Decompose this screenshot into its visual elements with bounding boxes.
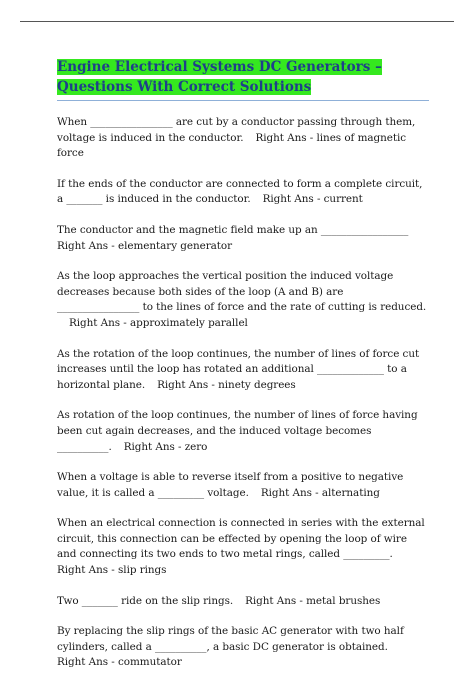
- answer-text: Right Ans - ninety degrees: [157, 378, 296, 391]
- question-text: As rotation of the loop continues, the number of lines of force having been cut again decreases, and the induced voltage becomes __________.: [57, 409, 418, 453]
- title-underline: [57, 100, 429, 101]
- question-text: By replacing the slip rings of the basic AC generator with two half cylinders, called a __________, a basic DC generator is obtained.: [57, 625, 404, 653]
- question-item: [57, 347, 427, 394]
- answer-text: Right Ans - metal brushes: [245, 594, 381, 607]
- question-text: When ________________ are cut by a conductor passing through them, voltage is induced in the conductor.: [57, 116, 416, 144]
- question-text: When an electrical connection is connected in series with the external circuit, this connection can be effected by opening the loop of wire and connecting its two ends to two metal rings, called _________.: [57, 517, 425, 561]
- question-item: [57, 470, 427, 501]
- question-text: As the loop approaches the vertical position the induced voltage decreases because both sides of the loop (A and B) are ________________ to the lines of force and the rate of cutting is reduced.: [57, 270, 427, 314]
- question-item: [57, 408, 427, 455]
- answer-text: Right Ans - lines of magnetic force: [57, 131, 407, 160]
- question-text: If the ends of the conductor are connected to form a complete circuit, a _______ is induced in the conductor.: [57, 177, 423, 206]
- answer-text: Right Ans - commutator: [57, 656, 182, 669]
- question-text: The conductor and the magnetic field make up an _________________: [57, 223, 409, 236]
- answer-text: Right Ans - slip rings: [57, 564, 167, 577]
- question-item: [57, 223, 427, 254]
- question-item: [57, 594, 427, 610]
- document-title: Engine Electrical Systems DC Generators – Questions With Correct Solutions: [57, 59, 382, 95]
- answer-text: Right Ans - approximately parallel: [69, 316, 248, 329]
- question-item: [57, 269, 427, 331]
- question-text: Two _______ ride on the slip rings.: [57, 594, 234, 607]
- question-item: [57, 516, 427, 578]
- question-list: [57, 115, 427, 671]
- answer-text: Right Ans - elementary generator: [57, 239, 233, 252]
- answer-text: Right Ans - alternating: [260, 486, 380, 499]
- question-item: [57, 624, 427, 671]
- question-item: [57, 115, 427, 162]
- top-rule: [20, 21, 454, 22]
- answer-text: Right Ans - zero: [123, 440, 208, 453]
- document-page: [57, 56, 427, 686]
- answer-text: Right Ans - current: [262, 193, 363, 206]
- title-block: [57, 56, 417, 96]
- question-text: As the rotation of the loop continues, the number of lines of force cut increases until the loop has rotated an additional _____________ to a horizontal plane.: [57, 347, 420, 391]
- question-item: [57, 177, 427, 208]
- question-text: When a voltage is able to reverse itself from a positive to negative value, it is called a _________ voltage.: [57, 471, 404, 499]
